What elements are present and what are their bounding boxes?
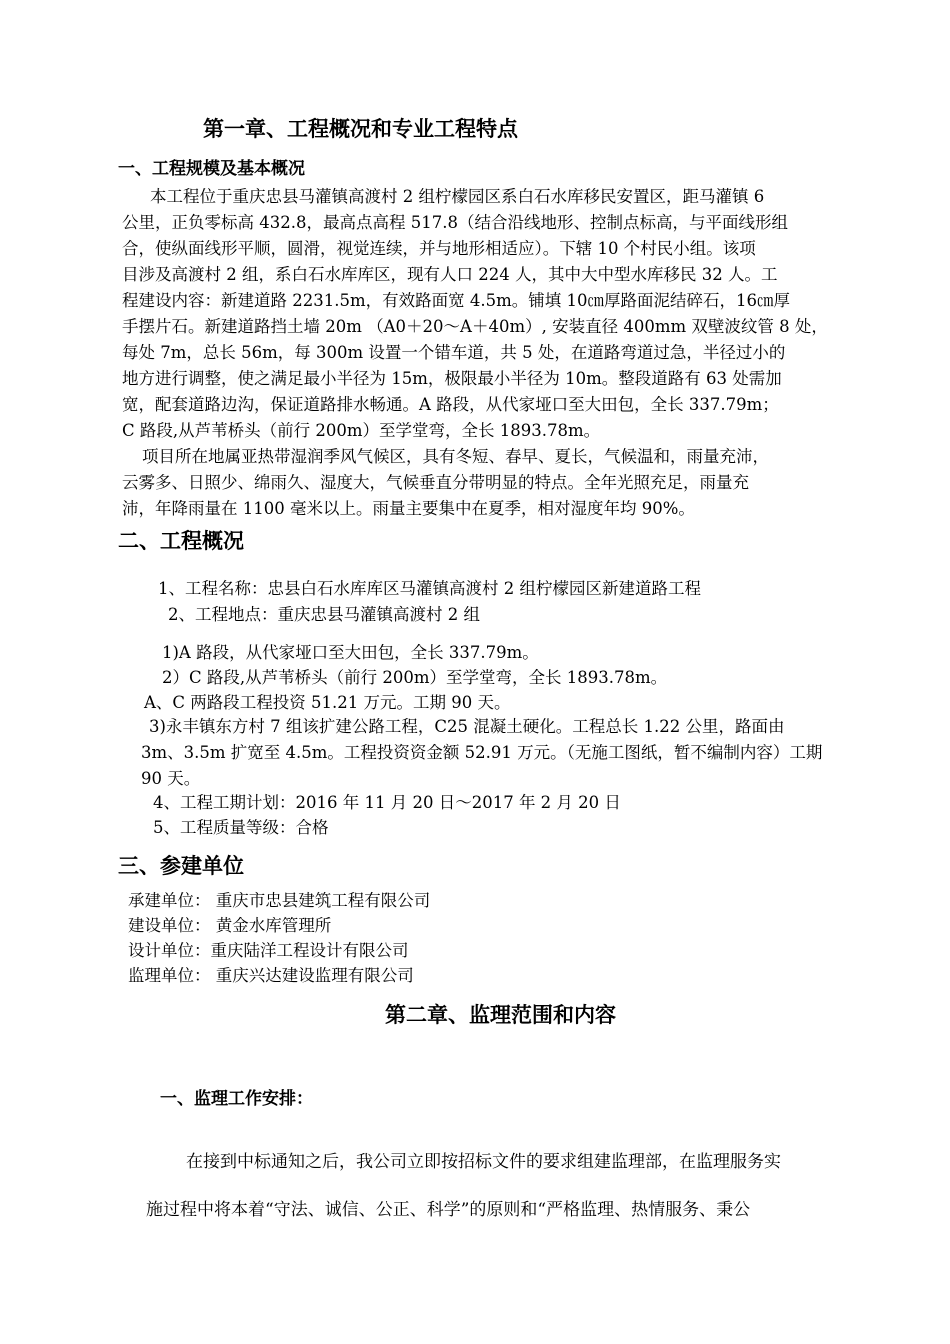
expansion-paragraph xyxy=(141,714,881,792)
design-unit: 设计单位：重庆陆洋工程设计有限公司 xyxy=(128,941,409,960)
paragraph-line: 沛，年降雨量在 1100 毫米以上。雨量主要集中在夏季，相对湿度年均 90%。 xyxy=(122,499,695,518)
project-name-item: 1、工程名称：忠县白石水库库区马灌镇高渡村 2 组柠檬园区新建道路工程 xyxy=(158,579,701,598)
contractor-unit: 承建单位： 重庆市忠县建筑工程有限公司 xyxy=(128,891,431,910)
paragraph-line: 地方进行调整，使之满足最小半径为 15m，极限最小半径为 10m。整段道路有 63 处需加 xyxy=(122,369,782,388)
paragraph-line: 程建设内容：新建道路 2231.5m，有效路面宽 4.5m。铺填 10㎝厚路面泥结碎石，16㎝厚 xyxy=(122,291,790,310)
investment-line: A、C 两路段工程投资 51.21 万元。工期 90 天。 xyxy=(144,693,511,712)
paragraph-line: 3m、3.5m 扩宽至 4.5m。工程投资资金额 52.91 万元。（无施工图纸，暂不编制内容）工期 xyxy=(141,743,823,762)
road-segment-a: 1)A 路段，从代家垭口至大田包，全长 337.79m。 xyxy=(162,643,539,662)
road-segment-c: 2）C 路段,从芦苇桥头（前行 200m）至学堂弯，全长 1893.78m。 xyxy=(162,668,668,687)
section2-heading: 二、工程概况 xyxy=(118,529,244,553)
paragraph-line: 公里，正负零标高 432.8，最高点高程 517.8（结合沿线地形、控制点标高，与平面线形组 xyxy=(122,213,788,232)
paragraph-line: 3)永丰镇东方村 7 组该扩建公路工程，C25 混凝土硬化。工程总长 1.22 公里，路面由 xyxy=(149,717,785,736)
chapter1-title: 第一章、工程概况和专业工程特点 xyxy=(203,117,518,141)
climate-paragraph xyxy=(122,444,882,522)
owner-unit: 建设单位： 黄金水库管理所 xyxy=(128,916,332,935)
paragraph-line: 宽，配套道路边沟，保证道路排水畅通。A 路段，从代家垭口至大田包，全长 337.79m； xyxy=(122,395,779,414)
section3-heading: 三、参建单位 xyxy=(118,854,244,878)
paragraph-line: 手摆片石。新建道路挡土墙 20m （A0＋20～A＋40m）, 安装直径 400mm 双壁波纹管 8 处， xyxy=(122,317,828,336)
paragraph-line: 本工程位于重庆忠县马灌镇高渡村 2 组柠檬园区系白石水库移民安置区，距马灌镇 6 xyxy=(150,187,765,206)
paragraph-line: 合，使纵面线形平顺，圆滑，视觉连续，并与地形相适应）。下辖 10 个村民小组。该项 xyxy=(122,239,756,258)
paragraph-line: 云雾多、日照少、绵雨久、湿度大，气候垂直分带明显的特点。全年光照充足，雨量充 xyxy=(122,473,749,492)
arrangement-line: 在接到中标通知之后，我公司立即按招标文件的要求组建监理部，在监理服务实 xyxy=(186,1152,781,1172)
paragraph-line: 90 天。 xyxy=(141,769,201,788)
project-overview-paragraph xyxy=(122,184,882,444)
supervision-arrangement-heading: 一、监理工作安排： xyxy=(160,1089,313,1109)
paragraph-line: 项目所在地属亚热带湿润季风气候区，具有冬短、春早、夏长，气候温和，雨量充沛， xyxy=(142,447,769,466)
quality-item: 5、工程质量等级：合格 xyxy=(153,818,329,837)
chapter2-title: 第二章、监理范围和内容 xyxy=(385,1003,616,1027)
supervision-unit: 监理单位： 重庆兴达建设监理有限公司 xyxy=(128,966,414,985)
section1-heading: 一、工程规模及基本概况 xyxy=(118,159,305,179)
arrangement-line: 施过程中将本着“守法、诚信、公正、科学”的原则和“严格监理、热情服务、秉公 xyxy=(146,1200,751,1220)
schedule-item: 4、工程工期计划：2016 年 11 月 20 日～2017 年 2 月 20 日 xyxy=(153,793,621,812)
paragraph-line: 目涉及高渡村 2 组，系白石水库库区，现有人口 224 人，其中大中型水库移民 32 人。工 xyxy=(122,265,778,284)
paragraph-line: 每处 7m，总长 56m，每 300m 设置一个错车道，共 5 处，在道路弯道过急，半径过小的 xyxy=(122,343,786,362)
project-location-item: 2、工程地点：重庆忠县马灌镇高渡村 2 组 xyxy=(168,605,480,624)
paragraph-line: C 路段,从芦苇桥头（前行 200m）至学堂弯，全长 1893.78m。 xyxy=(122,421,601,440)
